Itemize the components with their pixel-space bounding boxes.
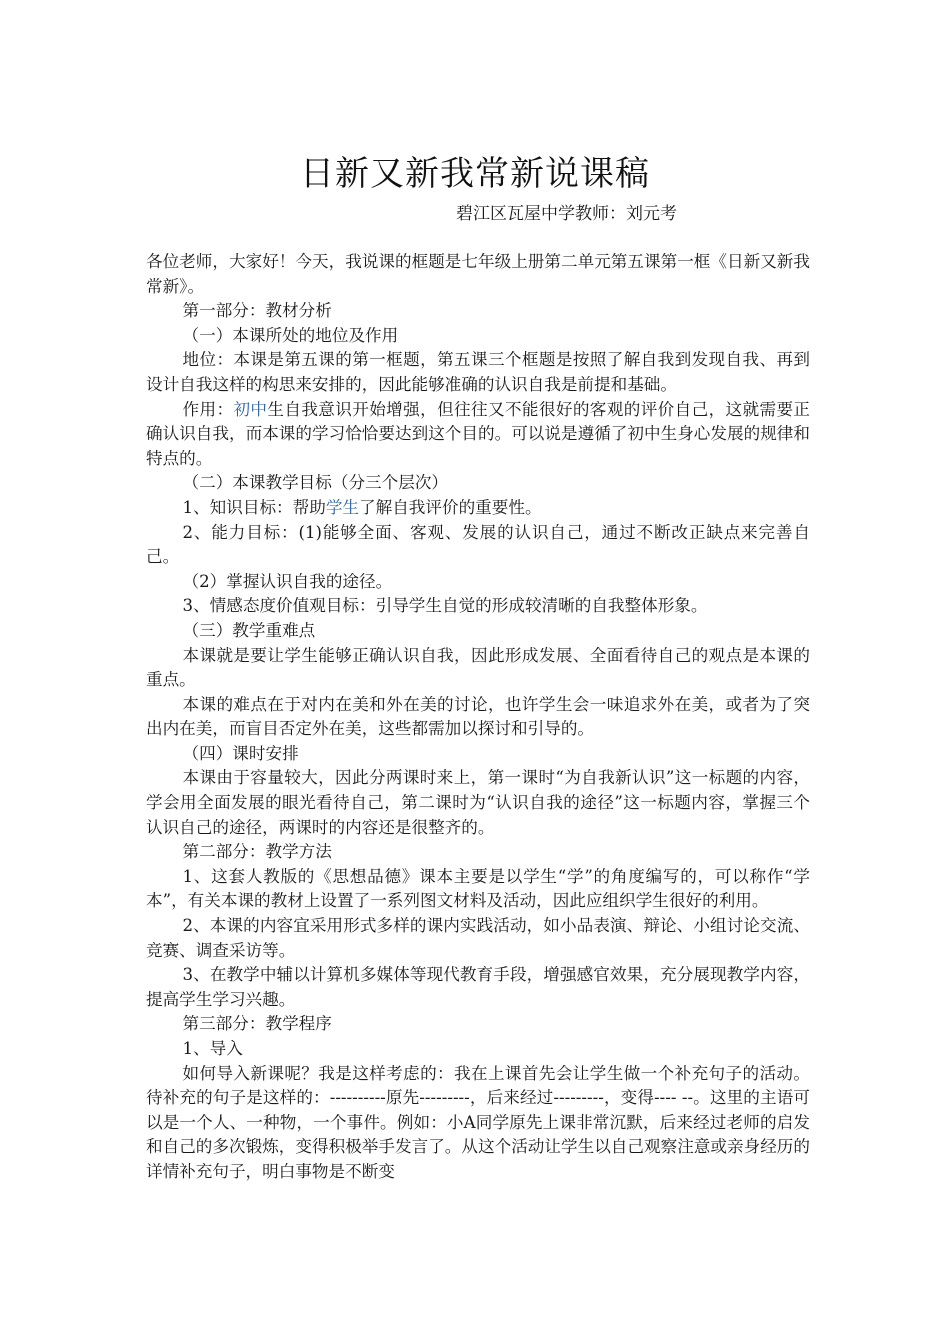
- goal-knowledge: [146, 496, 810, 521]
- subheading-goals: （二）本课教学目标（分三个层次）: [182, 473, 449, 493]
- subheading-key-points: （三）教学重难点: [182, 620, 316, 640]
- subheading-lead-in: 1、导入: [182, 1039, 243, 1058]
- role-text: 生自我意识开始增强，但往往又不能很好的客观的评价自己，这就需要正确认识自我，而本课的学习恰恰要达到这个目的。可以说是遵循了初中生身心发展的规律和特点的。: [146, 399, 811, 468]
- method-2: 2、本课的内容宜采用形式多样的课内实践活动，如小品表演、辩论、小组讨论交流、竞赛、调查采访等。: [146, 916, 810, 960]
- schedule-paragraph: 本课由于容量较大，因此分两课时来上，第一课时“为自我新认识”这一标题的内容，学会用全面发展的眼光看待自己，第二课时为“认识自我的途径”这一标题内容，掌握三个认识自己的途径，两课时的内容还是很整齐的。: [146, 768, 810, 837]
- author-line: 碧江区瓦屋中学教师：刘元考: [456, 204, 677, 224]
- position-paragraph: 地位：本课是第五课的第一框题，第五课三个框题是按照了解自我到发现自我、再到设计自我这样的构思来安排的，因此能够准确的认识自我是前提和基础。: [146, 350, 810, 394]
- goal-ability: 2、能力目标：(1)能够全面、客观、发展的认识自己，通过不断改正缺点来完善自己。: [146, 522, 810, 567]
- subheading-position-role: （一）本课所处的地位及作用: [182, 325, 399, 345]
- key-point-paragraph: 本课就是要让学生能够正确认识自我，因此形成发展、全面看待自己的观点是本课的重点。: [146, 645, 810, 690]
- section-heading-part1: 第一部分：教材分析: [182, 301, 332, 321]
- lead-in-paragraph: 如何导入新课呢？我是这样考虑的：我在上课首先会让学生做一个补充句子的活动。待补充的句子是这样的：----------原先---------，后来经过---------，变得---- --。这里的主语可以是一个人、一种物，一个事件。例如：小A同学原先上课非常沉默，后来经过老师的启发和自己的多次锻炼，变得积极举手发言了。从这个活动让学生以自己观察注意或亲身经历的详情补充句子，明白事物是不断变: [146, 1063, 810, 1181]
- student-link[interactable]: 学生: [325, 497, 360, 517]
- role-paragraph: [146, 398, 810, 472]
- junior-high-link[interactable]: 初中: [233, 399, 268, 419]
- intro-paragraph: 各位老师，大家好！今天，我说课的框题是七年级上册第二单元第五课第一框《日新又新我常新》。: [146, 252, 810, 296]
- subheading-schedule: （四）课时安排: [182, 743, 299, 763]
- goal-ability-2: （2）掌握认识自我的途径。: [182, 571, 393, 591]
- goal-knowledge-text: 了解自我评价的重要性。: [359, 497, 542, 517]
- goal-emotion: 3、情感态度价值观目标：引导学生自觉的形成较清晰的自我整体形象。: [182, 596, 708, 616]
- document-body: [146, 250, 810, 1185]
- method-3: 3、在教学中辅以计算机多媒体等现代教育手段，增强感官效果，充分展现教学内容，提高学生学习兴趣。: [146, 965, 810, 1009]
- role-prefix: 作用：: [182, 399, 234, 419]
- section-heading-part3: 第三部分：教学程序: [182, 1014, 332, 1034]
- section-heading-part2: 第二部分：教学方法: [182, 842, 332, 862]
- method-1: 1、这套人教版的《思想品德》课本主要是以学生“学”的角度编写的，可以称作“学本”，有关本课的教材上设置了一系列图文材料及活动，因此应组织学生很好的利用。: [146, 866, 810, 911]
- difficult-point-paragraph: 本课的难点在于对内在美和外在美的讨论，也许学生会一味追求外在美，或者为了突出内在美，而盲目否定外在美，这些都需加以探讨和引导的。: [146, 694, 810, 739]
- page-title: 日新又新我常新说课稿: [300, 154, 650, 194]
- goal-knowledge-prefix: 1、知识目标：帮助: [182, 497, 326, 517]
